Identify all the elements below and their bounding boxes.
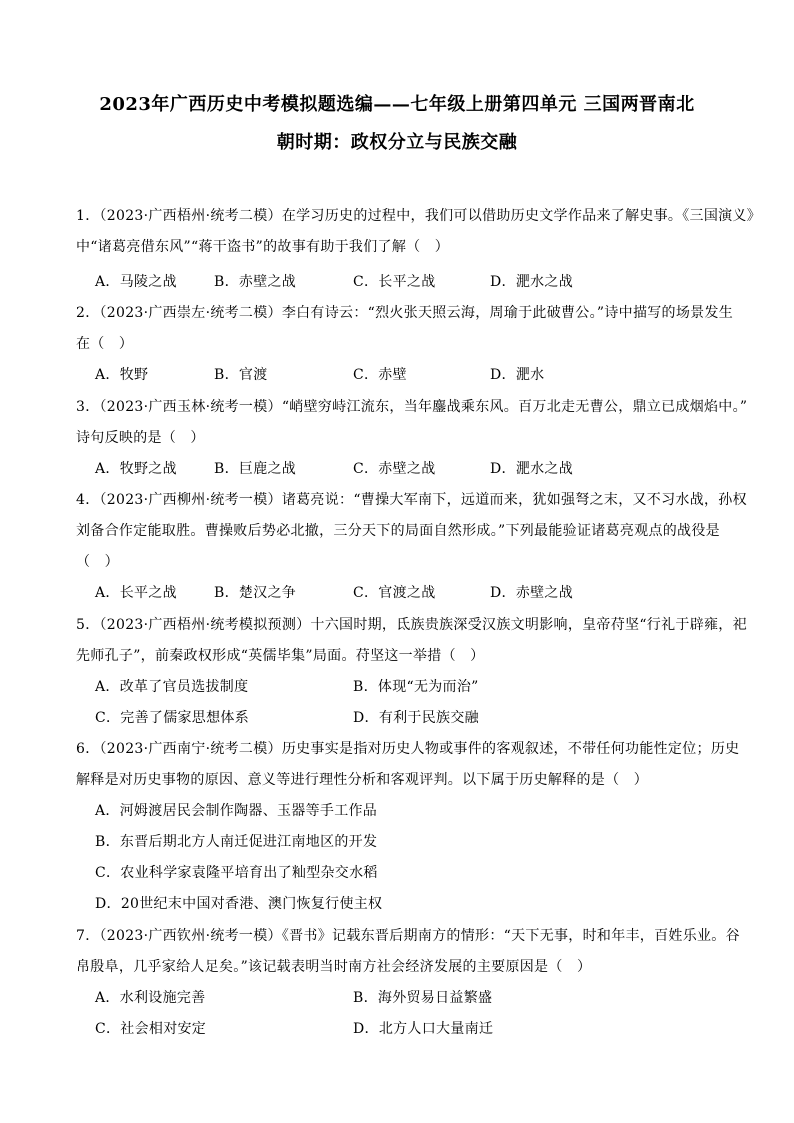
question-1-option-c: C．长平之战: [353, 274, 436, 290]
question-5-stem-line-1: 5．（2023·广西梧州·统考模拟预测）十六国时期，氐族贵族深受汉族文明影响，皇帝苻坚“行礼于辟雍，祀: [76, 617, 747, 633]
question-6-stem-line-2: 解释是对历史事物的原因、意义等进行理性分析和客观评判。以下属于历史解释的是（ ）: [76, 772, 648, 788]
question-6-option-a: A．河姆渡居民会制作陶器、玉器等手工作品: [95, 803, 378, 819]
question-2-stem-line-2: 在（ ）: [76, 336, 134, 352]
question-4-option-b: B．楚汉之争: [214, 585, 297, 601]
question-2-option-c: C．赤壁: [353, 367, 407, 383]
question-3-option-b: B．巨鹿之战: [214, 461, 297, 477]
question-1-option-b: B．赤壁之战: [214, 274, 297, 290]
question-4-option-d: D．赤壁之战: [490, 585, 574, 601]
question-5-option-b: B．体现“无为而治”: [353, 679, 479, 695]
question-3-option-a: A．牧野之战: [95, 461, 177, 477]
question-7-stem-line-2: 帛殷阜，几乎家给人足矣。”该记载表明当时南方社会经济发展的主要原因是（ ）: [76, 959, 592, 975]
question-3-stem-line-2: 诗句反映的是（ ）: [76, 430, 205, 446]
question-3-stem-line-1: 3．（2023·广西玉林·统考一模）“峭壁穷峙江流东，当年鏖战乘东风。百万北走无曹公，鼎立已成烟焰中。”: [76, 399, 748, 415]
question-7-stem-line-1: 7．（2023·广西钦州·统考一模）《晋书》记载东晋后期南方的情形：“天下无事，时和年丰，百姓乐业。谷: [76, 928, 740, 944]
question-6-option-b: B．东晋后期北方人南迁促进江南地区的开发: [95, 834, 378, 850]
question-5-stem-line-2: 先师孔子”，前秦政权形成“英儒毕集”局面。苻坚这一举措（ ）: [76, 648, 485, 664]
question-7-option-a: A．水利设施完善: [95, 990, 206, 1006]
question-2-option-b: B．官渡: [214, 367, 268, 383]
question-4-option-c: C．官渡之战: [353, 585, 436, 601]
document-title-line-1: 2023年广西历史中考模拟题选编——七年级上册第四单元 三国两晋南北: [99, 94, 695, 115]
question-5-option-a: A．改革了官员选拔制度: [95, 679, 249, 695]
question-7-option-b: B．海外贸易日益繁盛: [353, 990, 493, 1006]
question-6-stem-line-1: 6．（2023·广西南宁·统考二模）历史事实是指对历史人物或事件的客观叙述，不带任何功能性定位；历史: [76, 741, 740, 757]
question-5-option-c: C．完善了儒家思想体系: [95, 710, 250, 726]
question-4-option-a: A．长平之战: [95, 585, 177, 601]
question-5-option-d: D．有利于民族交融: [353, 710, 479, 726]
question-4-stem-line-3: （ ）: [76, 554, 119, 570]
question-7-option-d: D．北方人口大量南迁: [353, 1021, 494, 1037]
question-1-stem-line-2: 中“诸葛亮借东风”“蒋干盗书”的故事有助于我们了解（ ）: [76, 239, 450, 255]
question-6-option-d: D．20世纪末中国对香港、澳门恢复行使主权: [95, 896, 383, 912]
question-3-option-d: D．淝水之战: [490, 461, 574, 477]
question-3-option-c: C．赤壁之战: [353, 461, 436, 477]
question-4-stem-line-2: 刘备合作定能取胜。曹操败后势必北撤，三分天下的局面自然形成。”下列最能验证诸葛亮观点的战役是: [76, 523, 720, 539]
question-4-stem-line-1: 4．（2023·广西柳州·统考一模）诸葛亮说：“曹操大军南下，远道而来，犹如强弩之末，又不习水战，孙权: [76, 492, 747, 508]
question-1-option-a: A．马陵之战: [95, 274, 177, 290]
question-1-stem-line-1: 1．（2023·广西梧州·统考二模）在学习历史的过程中，我们可以借助历史文学作品来了解史事。《三国演义》: [76, 208, 762, 224]
question-2-option-a: A．牧野: [95, 367, 149, 383]
question-6-option-c: C．农业科学家袁隆平培育出了籼型杂交水稻: [95, 865, 378, 881]
document-title-line-2: 朝时期：政权分立与民族交融: [276, 132, 518, 153]
question-2-stem-line-1: 2．（2023·广西崇左·统考二模）李白有诗云：“烈火张天照云海，周瑜于此破曹公。”诗中描写的场景发生: [76, 305, 734, 321]
question-1-option-d: D．淝水之战: [490, 274, 574, 290]
question-2-option-d: D．淝水: [490, 367, 545, 383]
question-7-option-c: C．社会相对安定: [95, 1021, 207, 1037]
